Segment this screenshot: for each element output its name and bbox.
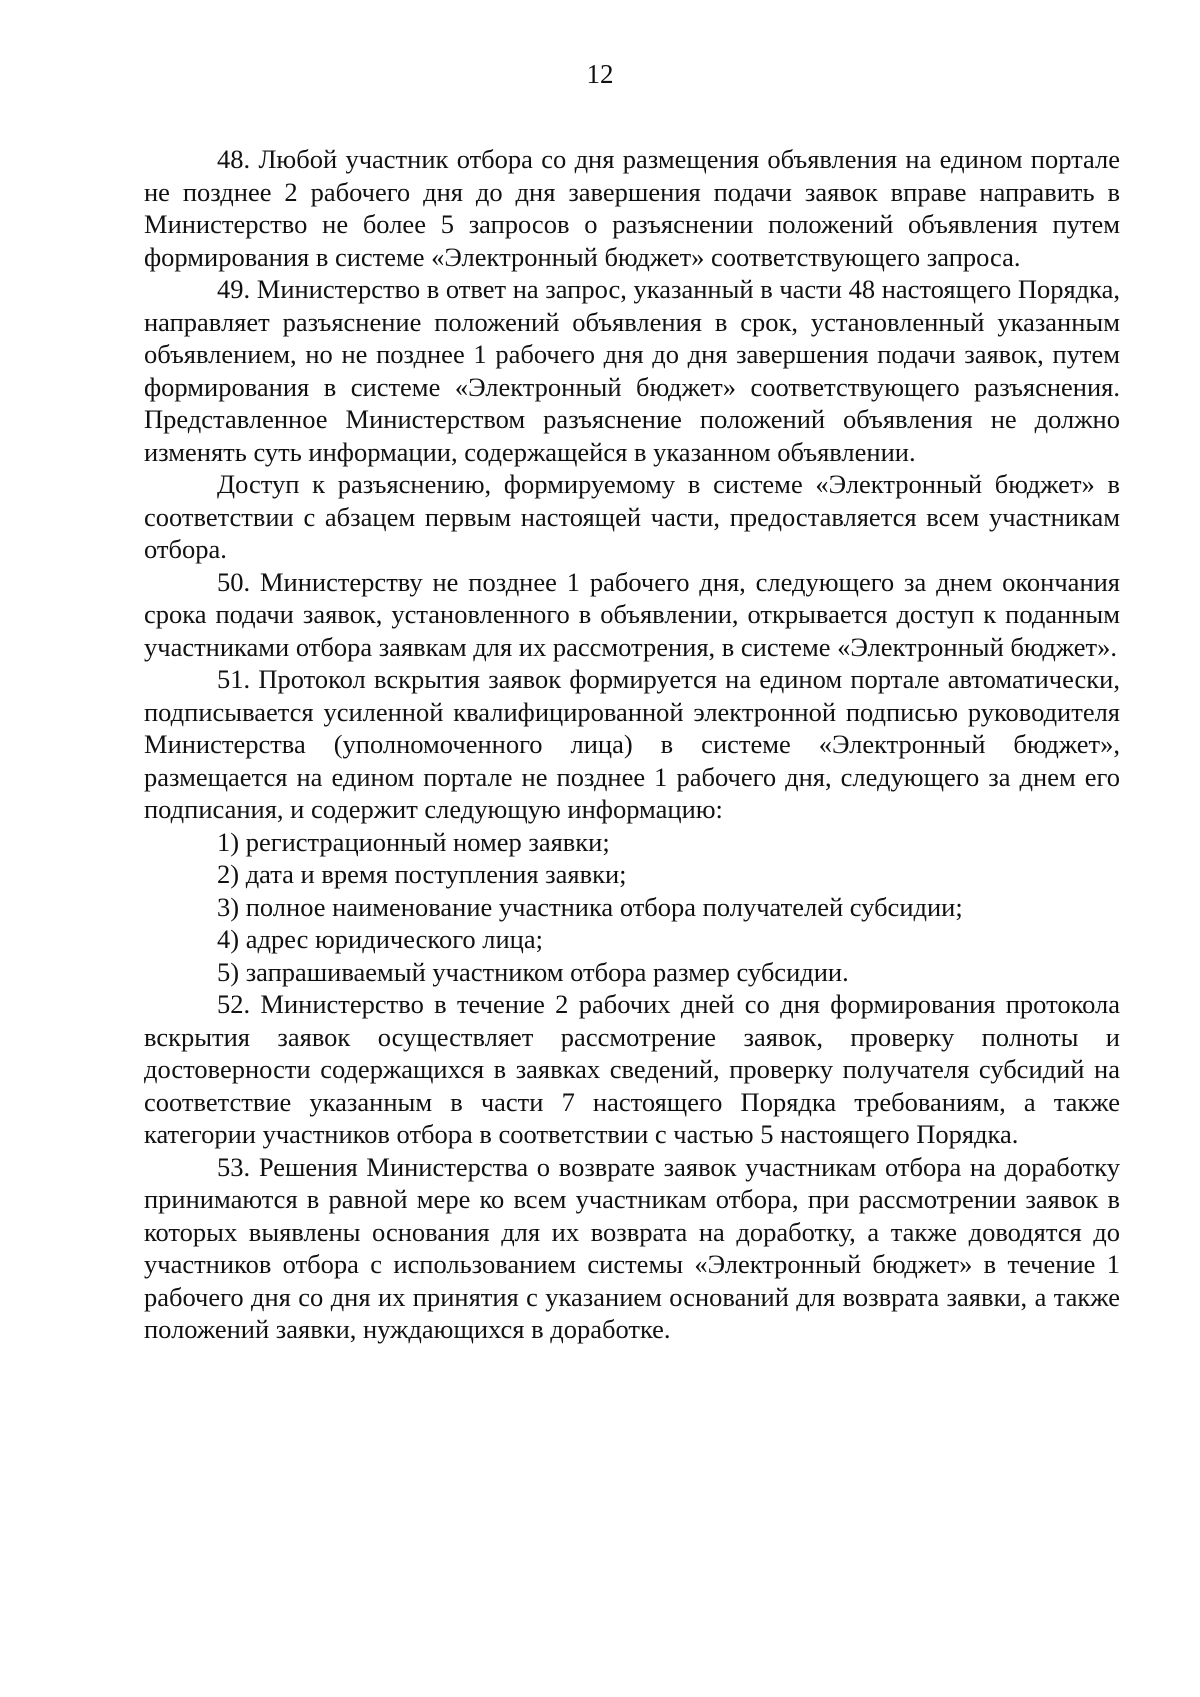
list-item-4: 4) адрес юридического лица; <box>217 924 543 954</box>
page-number: 12 <box>586 59 614 89</box>
paragraph-49-access: Доступ к разъяснению, формируемому в системе «Электронный бюджет» в соответствии с абзацем первым настоящей части, предоставляется всем участникам отбора. <box>144 469 1120 564</box>
paragraph-48: 48. Любой участник отбора со дня размещения объявления на едином портале не позднее 2 рабочего дня до дня завершения подачи заявок вправе направить в Министерство не более 5 запросов о разъяснении положений объявления путем формирования в системе «Электронный бюджет» соответствующего запроса. <box>144 144 1120 272</box>
paragraph-51: 51. Протокол вскрытия заявок формируется на едином портале автоматически, подписывается усиленной квалифицированной электронной подписью руководителя Министерства (уполномоченного лица) в системе «Электронный бюджет», размещается на едином портале не позднее 1 рабочего дня, следующего за днем его подписания, и содержит следующую информацию: <box>144 664 1120 824</box>
paragraph-52: 52. Министерство в течение 2 рабочих дней со дня формирования протокола вскрытия заявок осуществляет рассмотрение заявок, проверку полноты и достоверности содержащихся в заявках сведений, проверку получателя субсидий на соответствие указанным в части 7 настоящего Порядка требованиям, а также категории участников отбора в соответствии с частью 5 настоящего Порядка. <box>144 989 1120 1149</box>
list-item-1: 1) регистрационный номер заявки; <box>217 826 610 857</box>
list-item-2: 2) дата и время поступления заявки; <box>217 859 627 889</box>
document-body <box>144 143 1120 1346</box>
paragraph-53: 53. Решения Министерства о возврате заявок участникам отбора на доработку принимаются в равной мере ко всем участникам отбора, при рассмотрении заявок в которых выявлены основания для их возврата на доработку, а также доводятся до участников отбора с использованием системы «Электронный бюджет» в течение 1 рабочего дня со дня их принятия с указанием оснований для возврата заявки, а также положений заявки, нуждающихся в доработке. <box>144 1151 1120 1344</box>
list-item-5: 5) запрашиваемый участником отбора размер субсидии. <box>217 956 849 987</box>
paragraph-50: 50. Министерству не позднее 1 рабочего дня, следующего за днем окончания срока подачи заявок, установленного в объявлении, открывается доступ к поданным участниками отбора заявкам для их рассмотрения, в системе «Электронный бюджет». <box>144 566 1120 662</box>
paragraph-49: 49. Министерство в ответ на запрос, указанный в части 48 настоящего Порядка, направляет разъяснение положений объявления в срок, установленный указанным объявлением, но не позднее 1 рабочего дня до дня завершения подачи заявок, путем формирования в системе «Электронный бюджет» соответствующего разъяснения. Представленное Министерством разъяснение положений объявления не должно изменять суть информации, содержащейся в указанном объявлении. <box>144 274 1120 467</box>
list-item-3: 3) полное наименование участника отбора получателей субсидии; <box>217 891 963 922</box>
